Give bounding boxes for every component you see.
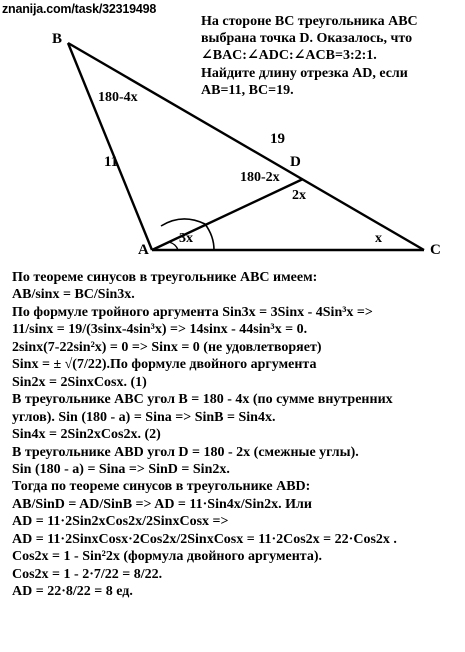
side-label-bc: 19 <box>270 131 285 147</box>
solution-line: По теореме синусов в треугольнике АВС имеем: <box>12 270 318 285</box>
problem-line: AB=11, BC=19. <box>201 82 294 98</box>
vertex-label-a: A <box>138 242 149 258</box>
solution-line: AD = 22·8/22 = 8 ед. <box>12 584 133 600</box>
solution-line: По формуле тройного аргумента Sin3x = 3Sinx - 4Sin³x => <box>12 304 373 320</box>
angle-label-c: x <box>375 231 382 246</box>
solution-line: Sin4x = 2Sin2xCos2x. (2) <box>12 427 161 443</box>
solution-line: 2sinx(7-22sin²x) = 0 => Sinx = 0 (не удовлетворяет) <box>12 339 322 355</box>
solution-line: AD = 11·2SinxCosx·2Cos2x/2SinxCosx = 11·2Cos2x = 22·Cos2x . <box>12 531 397 547</box>
segment-ad <box>152 179 303 250</box>
solution-line: Sinx = ± √(7/22).По формуле двойного аргумента <box>12 357 317 373</box>
angle-label-d-top: 180-2x <box>240 170 280 185</box>
solution-line: В треугольнике ABD угол D = 180 - 2x (смежные углы). <box>12 444 359 460</box>
problem-line: выбрана точка D. Оказалось, что <box>201 31 413 47</box>
solution-line: Тогда по теореме синусов в треугольнике ABD: <box>12 479 311 495</box>
solution-line: Sin (180 - a) = Sina => SinD = Sin2x. <box>12 461 230 477</box>
solution-line: Sin2x = 2SinxCosx. (1) <box>12 374 147 390</box>
vertex-label-d: D <box>290 154 301 170</box>
vertex-label-c: C <box>430 242 441 258</box>
solution-text <box>12 269 464 601</box>
problem-line: На стороне ВС треугольника АВС <box>201 14 418 29</box>
vertex-label-b: B <box>52 31 63 47</box>
solution-line: углов). Sin (180 - a) = Sina => SinB = Sin4x. <box>12 409 276 425</box>
solution-line: 11/sinx = 19/(3sinx-4sin³x) => 14sinx - 44sin³x = 0. <box>12 322 308 338</box>
source-url: znanija.com/task/32319498 <box>2 2 157 16</box>
solution-line: AD = 11·2Sin2xCos2x/2SinxCosx => <box>12 514 229 530</box>
angle-label-d-bottom: 2x <box>292 188 306 203</box>
side-label-ab: 11 <box>104 154 119 170</box>
problem-statement <box>201 13 463 99</box>
solution-line: Cos2x = 1 - 2·7/22 = 8/22. <box>12 566 163 582</box>
solution-line: Cos2x = 1 - Sin²2x (формула двойного аргумента). <box>12 549 322 565</box>
side-ab <box>68 43 152 250</box>
problem-line: ∠BAC:∠ADC:∠ACB=3:2:1. <box>201 48 377 64</box>
problem-line: Найдите длину отрезка AD, если <box>201 65 408 81</box>
angle-label-a: 3x <box>179 231 193 246</box>
solution-line: AB/sinx = BC/Sin3x. <box>12 287 135 303</box>
solution-line: В треугольнике АВС угол В = 180 - 4x (по сумме внутренних <box>12 392 393 408</box>
solution-line: AB/SinD = AD/SinB => AD = 11·Sin4x/Sin2x. Или <box>12 496 312 512</box>
angle-label-b: 180-4x <box>98 90 138 105</box>
